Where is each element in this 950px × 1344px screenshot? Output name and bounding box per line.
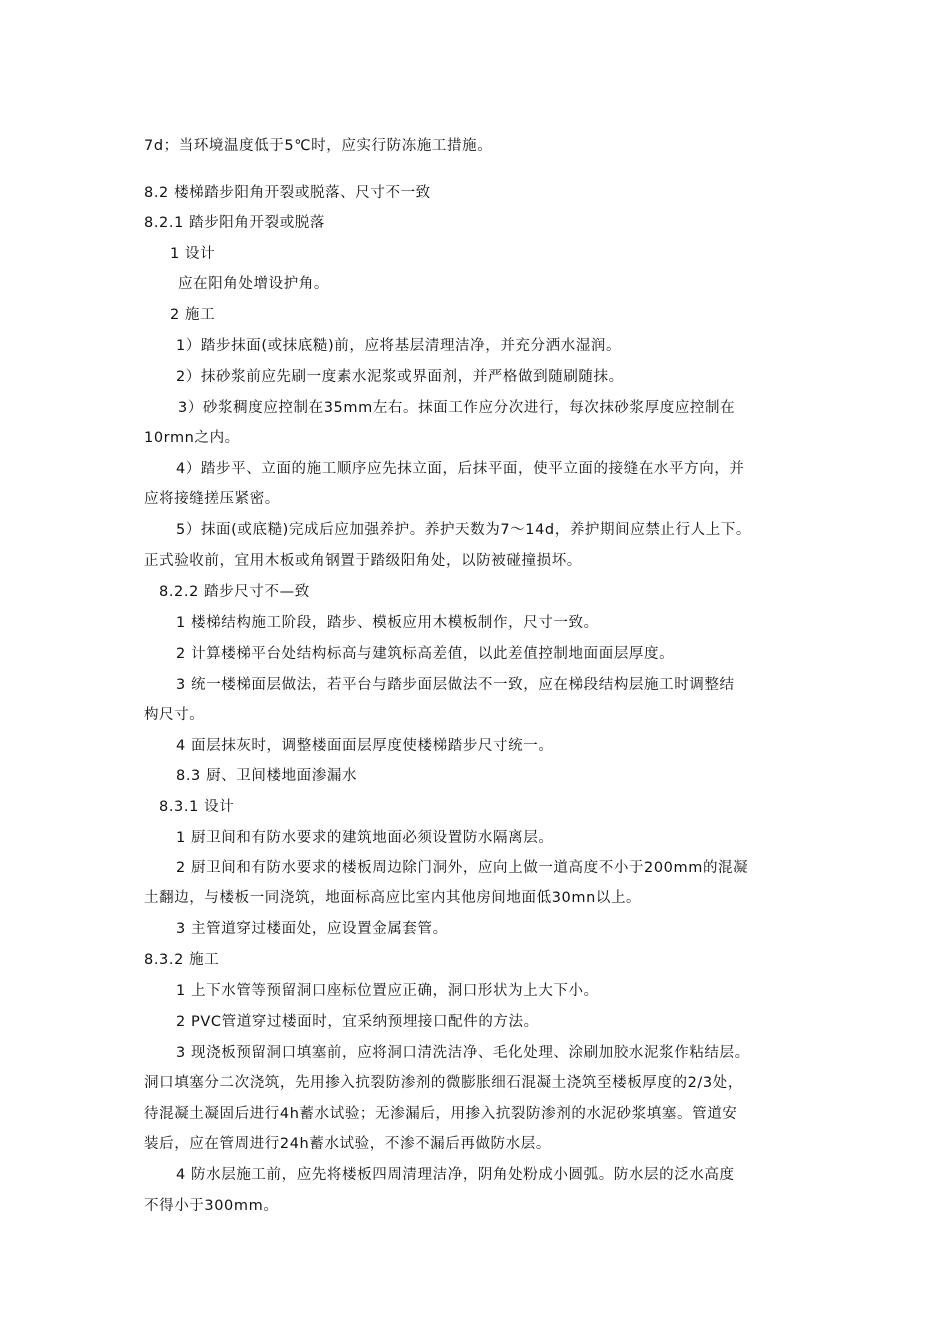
subsection-heading: 8.2.2 踏步尺寸不—致 [159, 584, 310, 600]
list-item: 3 主管道穿过楼面处，应设置金属套管。 [176, 921, 448, 937]
text-line: 装后，应在管周进行24h蓄水试验，不渗不漏后再做防水层。 [144, 1136, 551, 1152]
subsection-heading: 8.3.1 设计 [159, 799, 235, 815]
list-item: 5）抹面(或底糙)完成后应加强养护。养护天数为7～14d，养护期间应禁止行人上下。 [176, 522, 752, 538]
list-item: 4 防水层施工前，应先将楼板四周清理洁净，阴角处粉成小圆弧。防水层的泛水高度 [176, 1167, 735, 1183]
list-item: 3 统一楼梯面层做法，若平台与踏步面层做法不一致，应在梯段结构层施工时调整结 [176, 677, 735, 693]
text-line: 应将接缝搓压紧密。 [144, 491, 280, 507]
subsection-heading: 8.3.2 施工 [144, 952, 220, 968]
text-line: 7d；当环境温度低于5℃时，应实行防冻施工措施。 [144, 138, 493, 154]
text-line: 洞口填塞分二次浇筑，先用掺入抗裂防渗剂的微膨胀细石混凝土浇筑至楼板厚度的2/3处， [144, 1075, 743, 1091]
list-item: 2 PVC管道穿过楼面时，宜采纳预埋接口配件的方法。 [176, 1014, 539, 1030]
item-heading: 1 设计 [170, 246, 216, 262]
section-heading: 8.2 楼梯踏步阳角开裂或脱落、尺寸不一致 [144, 185, 431, 201]
list-item: 1 厨卫间和有防水要求的建筑地面必须设置防水隔离层。 [176, 830, 554, 846]
subsection-heading: 8.2.1 踏步阳角开裂或脱落 [144, 215, 326, 231]
list-item: 1 楼梯结构施工阶段，踏步、模板应用木模板制作，尺寸一致。 [176, 615, 599, 631]
list-item: 4 面层抹灰时，调整楼面面层厚度使楼梯踏步尺寸统一。 [176, 738, 554, 754]
list-item: 3 现浇板预留洞口填塞前，应将洞口清洗洁净、毛化处理、涂刷加胶水泥浆作粘结层。 [176, 1045, 750, 1061]
list-item: 3）砂浆稠度应控制在35mm左右。抹面工作应分次进行，每次抹砂浆厚度应控制在 [178, 400, 736, 416]
text-line: 土翻边，与楼板一同浇筑，地面标高应比室内其他房间地面低30mn以上。 [144, 890, 642, 906]
list-item: 2）抹砂浆前应先刷一度素水泥浆或界面剂，并严格做到随刷随抹。 [176, 369, 624, 385]
list-item: 1）踏步抹面(或抹底糙)前，应将基层清理洁净，并充分洒水湿润。 [176, 338, 622, 354]
text-line: 构尺寸。 [144, 707, 205, 723]
text-line: 待混凝土凝固后进行4h蓄水试验；无渗漏后，用掺入抗裂防渗剂的水泥砂浆填塞。管道安 [144, 1106, 738, 1122]
text-line: 应在阳角处增设护角。 [178, 276, 329, 292]
text-line: 10rmn之内。 [144, 430, 240, 446]
list-item: 1 上下水管等预留洞口座标位置应正确，洞口形状为上大下小。 [176, 983, 599, 999]
section-heading: 8.3 厨、卫间楼地面渗漏水 [176, 768, 358, 784]
text-line: 正式验收前，宜用木板或角钢置于踏级阳角处，以防被碰撞损坏。 [144, 553, 582, 569]
list-item: 2 厨卫间和有防水要求的楼板周边除门洞外，应向上做一道高度不小于200mm的混凝 [176, 860, 749, 876]
list-item: 4）踏步平、立面的施工顺序应先抹立面，后抹平面，使平立面的接缝在水平方向，并 [176, 461, 745, 477]
list-item: 2 计算楼梯平台处结构标高与建筑标高差值，以此差值控制地面面层厚度。 [176, 646, 675, 662]
text-line: 不得小于300mm。 [144, 1198, 279, 1214]
item-heading: 2 施工 [170, 307, 216, 323]
